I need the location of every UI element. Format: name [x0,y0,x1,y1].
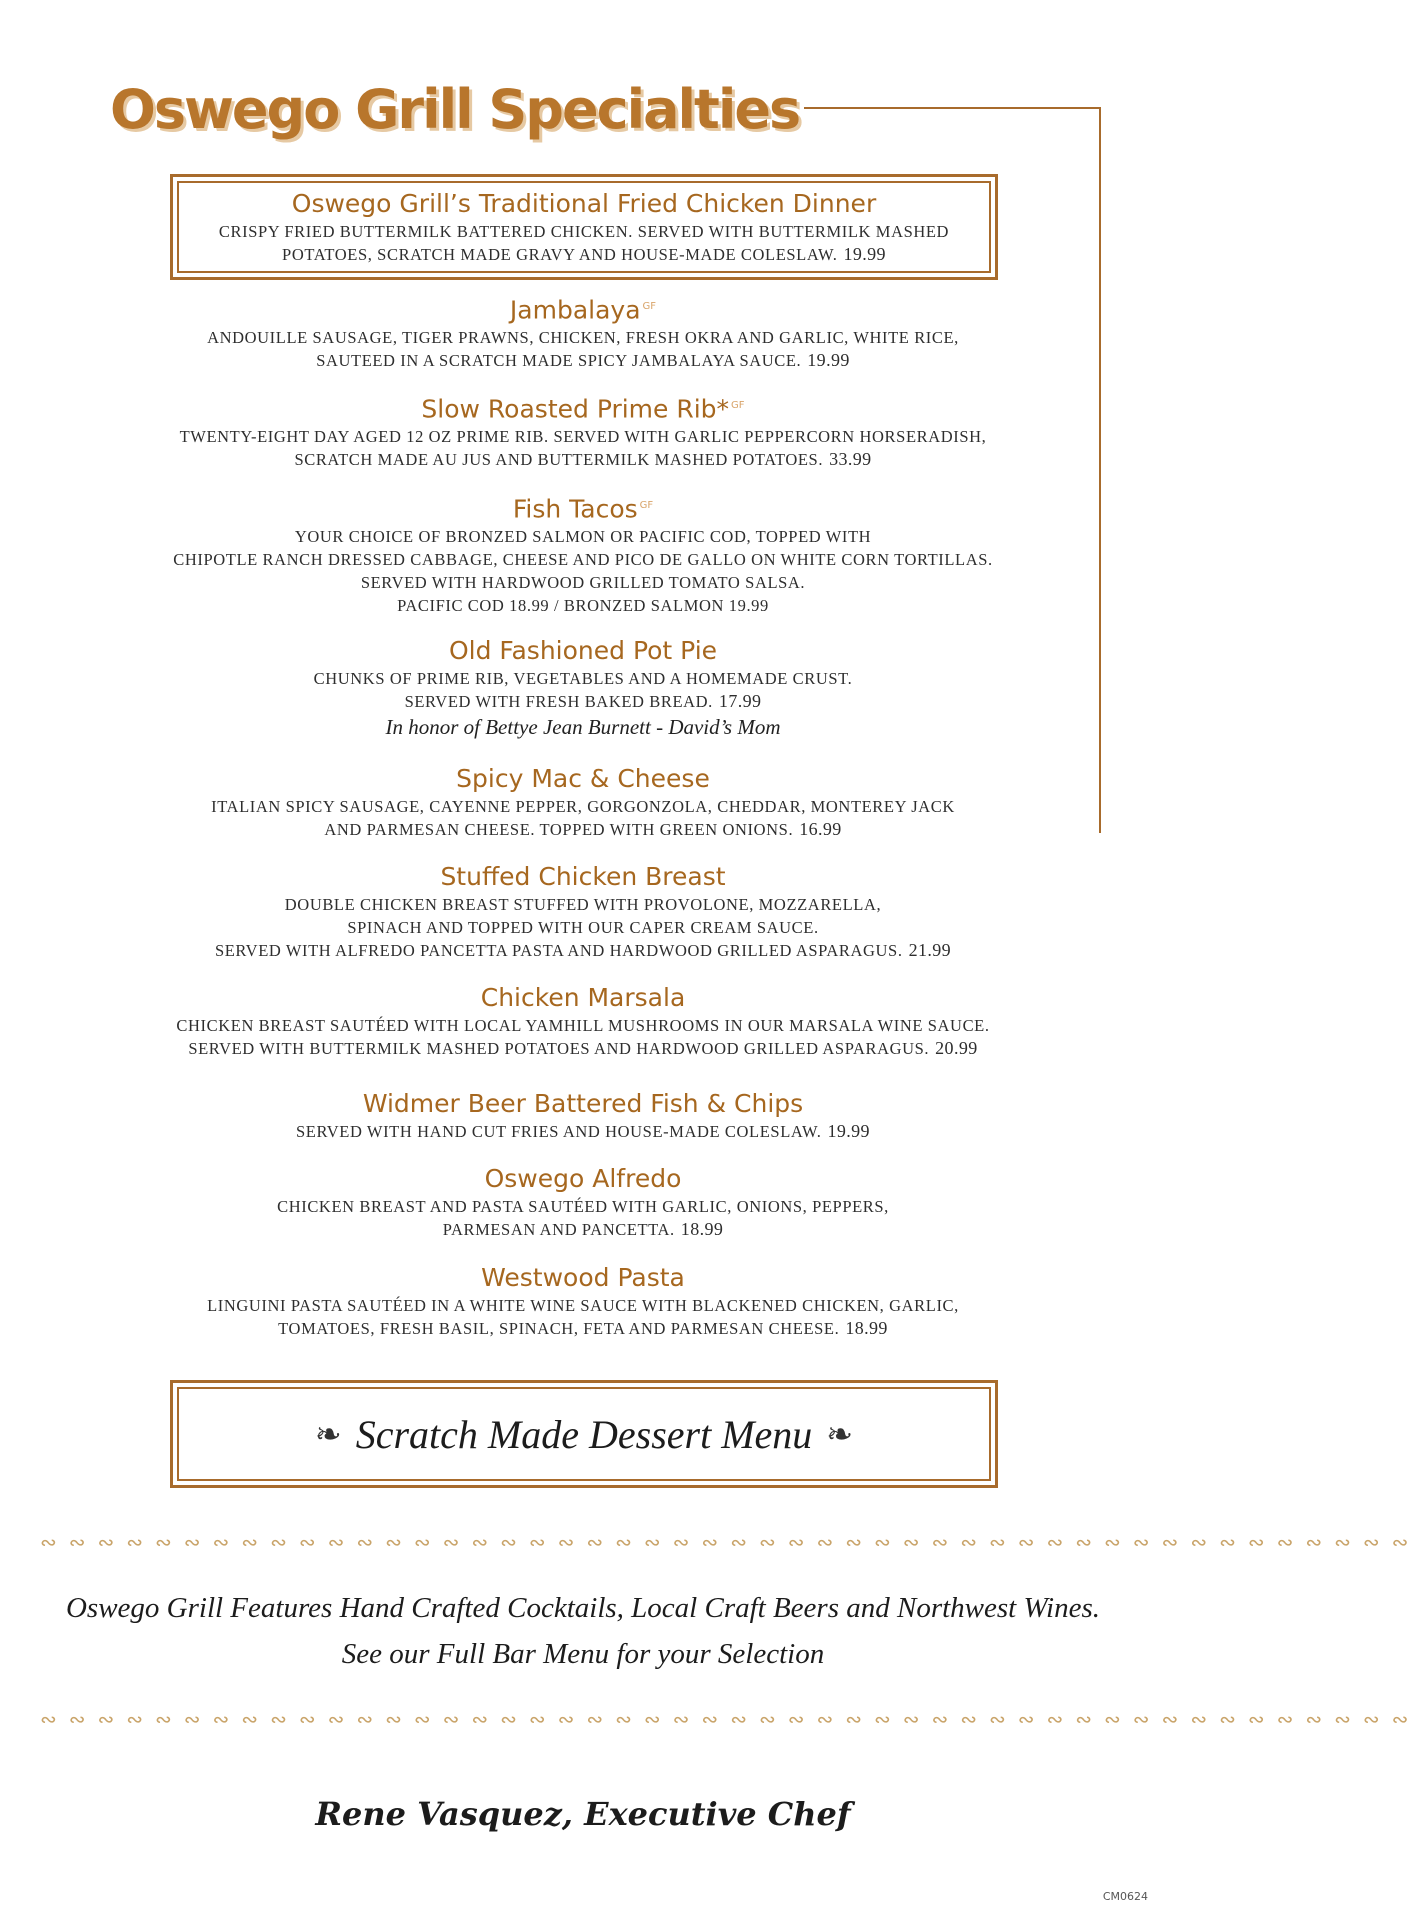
menu-item-desc-line: SERVED WITH ALFREDO PANCETTA PASTA AND HARDWOOD GRILLED ASPARAGUS. [214,941,903,960]
corner-rule-horizontal [804,107,1101,109]
menu-item-name: Slow Roasted Prime Rib* [421,394,730,424]
menu-item [110,390,1056,471]
menu-item-price: 21.99 [908,940,952,960]
menu-item-desc-line: SPINACH AND TOPPED WITH OUR CAPER CREAM SAUCE. [347,918,819,937]
menu-item-price: 33.99 [829,449,872,470]
gluten-free-mark: GF [642,301,657,312]
menu-item-price: 17.99 [718,691,762,711]
tribute-note: In honor of Bettye Jean Burnett - David’s Mom [385,715,781,739]
menu-item-desc-line: YOUR CHOICE OF BRONZED SALMON OR PACIFIC COD, TOPPED WITH [294,527,872,547]
featured-item-desc-line: POTATOES, SCRATCH MADE GRAVY AND HOUSE-MADE COLESLAW. [282,245,838,264]
dessert-menu-banner[interactable] [170,1380,998,1488]
menu-item-desc-line: SAUTEED IN A SCRATCH MADE SPICY JAMBALAYA SAUCE. [316,351,802,371]
flourish-right-icon: ❧ [826,1416,854,1452]
menu-item-price: 16.99 [799,819,842,839]
menu-item [110,1088,1056,1143]
menu-item [110,490,1056,617]
menu-item-price: 18.99 [680,1219,724,1239]
featured-item-price: 19.99 [843,244,886,264]
dessert-menu-label: Scratch Made Dessert Menu [355,1411,813,1457]
menu-item-desc-line: TOMATOES, FRESH BASIL, SPINACH, FETA AND PARMESAN CHEESE. [278,1319,840,1338]
menu-item-price: 19.99 [827,1121,870,1141]
menu-item-desc-line: CHIPOTLE RANCH DRESSED CABBAGE, CHEESE AND PICO DE GALLO ON WHITE CORN TORTILLAS. [173,550,993,570]
wave-divider-top: ∾∾∾∾∾∾∾∾∾∾∾∾∾∾∾∾∾∾∾∾∾∾∾∾∾∾∾∾∾∾∾∾∾∾∾∾∾∾∾∾∾∾∾∾∾∾∾∾ [40,1530,1420,1554]
featured-item-box [170,174,998,280]
menu-item-desc-line: CHICKEN BREAST AND PASTA SAUTÉED WITH GARLIC, ONIONS, PEPPERS, [277,1197,889,1216]
menu-item-name: Spicy Mac & Cheese [456,764,710,793]
menu-item-desc-line: SERVED WITH BUTTERMILK MASHED POTATOES AND HARDWOOD GRILLED ASPARAGUS. [188,1039,930,1058]
corner-rule-vertical [1099,107,1101,833]
wave-divider-bottom: ∾∾∾∾∾∾∾∾∾∾∾∾∾∾∾∾∾∾∾∾∾∾∾∾∾∾∾∾∾∾∾∾∾∾∾∾∾∾∾∾∾∾∾∾∾∾∾∾ [40,1707,1420,1731]
menu-item-desc-line: SERVED WITH HARDWOOD GRILLED TOMATO SALSA. [360,573,806,593]
menu-item-name: Stuffed Chicken Breast [440,862,726,891]
menu-item-desc-line: SCRATCH MADE AU JUS AND BUTTERMILK MASHED POTATOES. [294,450,824,470]
menu-item-desc-line: SERVED WITH FRESH BAKED BREAD. [404,692,713,711]
menu-item [110,635,1056,741]
featured-item-desc-line: CRISPY FRIED BUTTERMILK BATTERED CHICKEN. SERVED WITH BUTTERMILK MASHED [218,222,950,241]
menu-item-desc-line: PARMESAN AND PANCETTA. [442,1220,675,1239]
menu-item-desc-line: CHUNKS OF PRIME RIB, VEGETABLES AND A HOMEMADE CRUST. [313,669,853,688]
menu-item-name: Widmer Beer Battered Fish & Chips [362,1089,804,1118]
menu-item-desc-line: TWENTY-EIGHT DAY AGED 12 OZ PRIME RIB. SERVED WITH GARLIC PEPPERCORN HORSERADISH, [179,427,987,447]
menu-item-desc-line: ANDOUILLE SAUSAGE, TIGER PRAWNS, CHICKEN, FRESH OKRA AND GARLIC, WHITE RICE, [207,328,959,348]
menu-item-price: 20.99 [935,1038,978,1058]
gluten-free-mark: GF [639,500,654,511]
menu-item [110,1163,1056,1241]
gluten-free-mark: GF [731,400,745,411]
menu-item-desc-line: CHICKEN BREAST SAUTÉED WITH LOCAL YAMHILL MUSHROOMS IN OUR MARSALA WINE SAUCE. [176,1016,990,1035]
menu-item [110,861,1056,962]
bar-features-line: Oswego Grill Features Hand Crafted Cocktails, Local Craft Beers and Northwest Wines. [65,1592,1101,1624]
menu-item-name: Old Fashioned Pot Pie [448,636,718,665]
menu-item-price: 19.99 [807,350,850,371]
bar-menu-line: See our Full Bar Menu for your Selection [341,1638,825,1670]
menu-item [110,982,1056,1060]
page-title: Oswego Grill Specialties [110,78,800,141]
menu-item-price: 18.99 [845,1318,888,1338]
featured-item-name: Oswego Grill’s Traditional Fried Chicken Dinner [291,189,877,218]
menu-item-price-line: PACIFIC COD 18.99 / BRONZED SALMON 19.99 [397,596,769,616]
menu-code: CM0624 [1102,1890,1148,1903]
menu-item [110,763,1056,841]
menu-item [110,1262,1056,1340]
chef-signature: Rene Vasquez, Executive Chef [315,1795,851,1833]
menu-item-desc-line: AND PARMESAN CHEESE. TOPPED WITH GREEN ONIONS. [324,820,794,839]
menu-item-desc-line: SERVED WITH HAND CUT FRIES AND HOUSE-MADE COLESLAW. [296,1122,822,1141]
menu-item-desc-line: DOUBLE CHICKEN BREAST STUFFED WITH PROVOLONE, MOZZARELLA, [284,895,882,914]
menu-item-name: Fish Tacos [512,494,638,524]
menu-item-name: Chicken Marsala [480,983,686,1012]
menu-item-desc-line: LINGUINI PASTA SAUTÉED IN A WHITE WINE SAUCE WITH BLACKENED CHICKEN, GARLIC, [207,1296,959,1315]
menu-item-name: Westwood Pasta [481,1263,685,1292]
menu-item-name: Jambalaya [509,295,641,325]
flourish-left-icon: ❧ [314,1416,342,1452]
menu-item-desc-line: ITALIAN SPICY SAUSAGE, CAYENNE PEPPER, GORGONZOLA, CHEDDAR, MONTEREY JACK [211,797,955,816]
menu-item-name: Oswego Alfredo [484,1164,682,1193]
menu-item [110,291,1056,372]
